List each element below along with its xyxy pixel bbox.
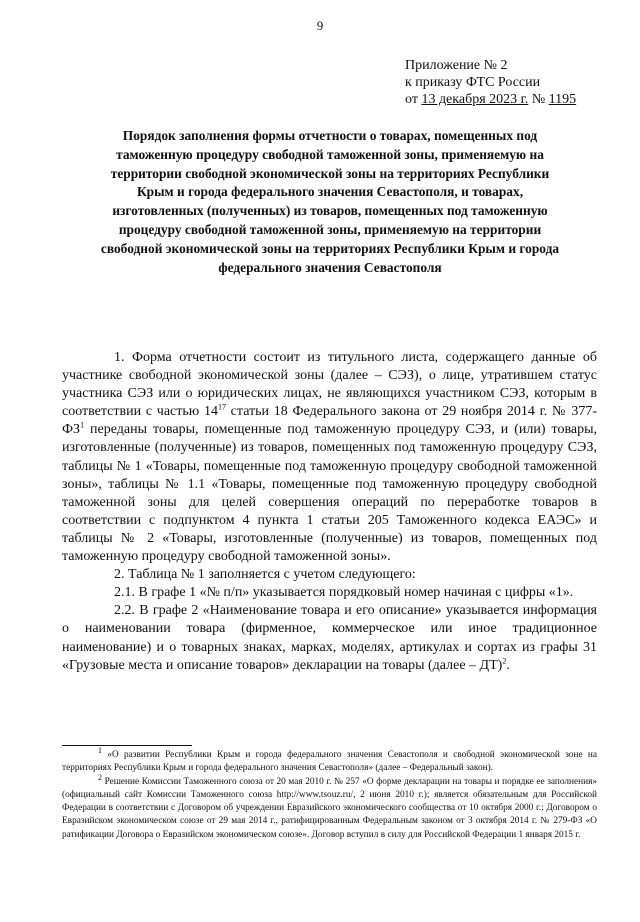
- footnote-ref-17: 17: [217, 402, 226, 412]
- appendix-line3: [405, 91, 576, 108]
- paragraph-1-part-c: переданы товары, помещенные под таможенную процедуру СЭЗ, и (или) товары, изготовленные (полученные) из товаров, помещенных под таможенную процедуру СЭЗ, таблицы № 1 «Товары, помещенные под таможенную процедуру свободной таможенной зоны», таблицы № 1.1 «Товары, помещенные под таможенную процедуру свободной таможенной зоны для целей совершения операций по переработке товаров в соответствии с подпунктом 4 пункта 1 статьи 205 Таможенного кодекса ЕАЭС» и таблицы № 2 «Товары, изготовленные (полученные) из товаров, помещенных под таможенную процедуру свободной таможенной зоны».: [62, 422, 597, 565]
- document-body: [62, 349, 597, 675]
- paragraph-2-2: [62, 602, 597, 674]
- paragraph-1-part-b: статьи 18 Федерального закона от 29 ноября 2014 г. № 377-ФЗ: [62, 404, 597, 438]
- document-title: Порядок заполнения формы отчетности о товарах, помещенных под таможенную процедуру свободной таможенной зоны, применяемую на территории свободной экономической зоны на территориях Республики Крым и города федерального значения Севастополя, и товарах, изготовленных (полученных) из товаров, помещенных под таможенную процедуру свободной таможенной зоны, применяемую на территории свободной экономической зоны на территориях Республики Крым и города федерального значения Севастополя: [100, 128, 560, 275]
- paragraph-2-2-text: 2.2. В графе 2 «Наименование товара и его описание» указывается информация о наименовании товара (фирменное, коммерческое или иное традиционное наименование) и о товарных знаках, марках, моделях, артикулах и сортах из графы 31 «Грузовые места и описание товаров» декларации на товары (далее – ДТ): [62, 603, 597, 673]
- order-date: 13 декабря 2023 г.: [421, 92, 529, 107]
- order-number: 1195: [548, 92, 577, 107]
- footnotes: [62, 745, 597, 842]
- footnote-1-text: «О развитии Республики Крым и города федерального значения Севастополя и свободной экономической зоне на территориях Республики Крым и города федерального значения Севастополя» (далее – Федеральный закон).: [62, 750, 597, 774]
- paragraph-1: [62, 349, 597, 566]
- footnote-ref-2: 2: [502, 655, 507, 665]
- footnote-2: [62, 772, 597, 842]
- appendix-from: от: [405, 92, 422, 107]
- footnote-2-mark: 2: [98, 772, 102, 782]
- footnote-1-mark: 1: [98, 745, 102, 755]
- paragraph-2-1: 2.1. В графе 1 «№ п/п» указывается порядковый номер начиная с цифры «1».: [114, 585, 574, 601]
- footnote-2-text: Решение Комиссии Таможенного союза от 20 мая 2010 г. № 257 «О форме декларации на товары и порядке ее заполнения» (официальный сайт Комиссии Таможенного союза http://www.tsouz.ru/, 2 июня 2010 г.); является обязательным для Российской Федерации в соответствии с Договором об учреждении Евразийского экономического сообщества от 10 октября 2000 г.; Договором о Евразийском экономическом союзе от 29 мая 2014 г., ратифицированным Федеральным законом от 3 октября 2014 г. № 279-ФЗ «О ратификации Договора о Евразийском экономическом союзе». Договор вступил в силу для Российской Федерации 1 января 2015 г.: [62, 776, 597, 840]
- appendix-line1: Приложение № 2: [405, 58, 508, 73]
- page-number: 9: [316, 18, 324, 33]
- paragraph-2: 2. Таблица № 1 заполняется с учетом следующего:: [114, 567, 416, 583]
- appendix-line2: к приказу ФТС России: [405, 75, 541, 90]
- footnote-ref-1: 1: [80, 420, 85, 430]
- number-sign: №: [528, 92, 549, 107]
- footnote-separator: [62, 745, 192, 746]
- paragraph-2-2-end: .: [506, 657, 510, 673]
- appendix-header: [405, 57, 576, 108]
- footnote-1: [62, 745, 597, 776]
- paragraph-1-part-a: 1. Форма отчетности состоит из титульного листа, содержащего данные об участнике свободной экономической зоны (далее – СЭЗ), о лице, утратившем статус участника СЭЗ или о юридических лицах, не являющихся участником СЭЗ, которым в соответствии с частью 14: [62, 350, 597, 420]
